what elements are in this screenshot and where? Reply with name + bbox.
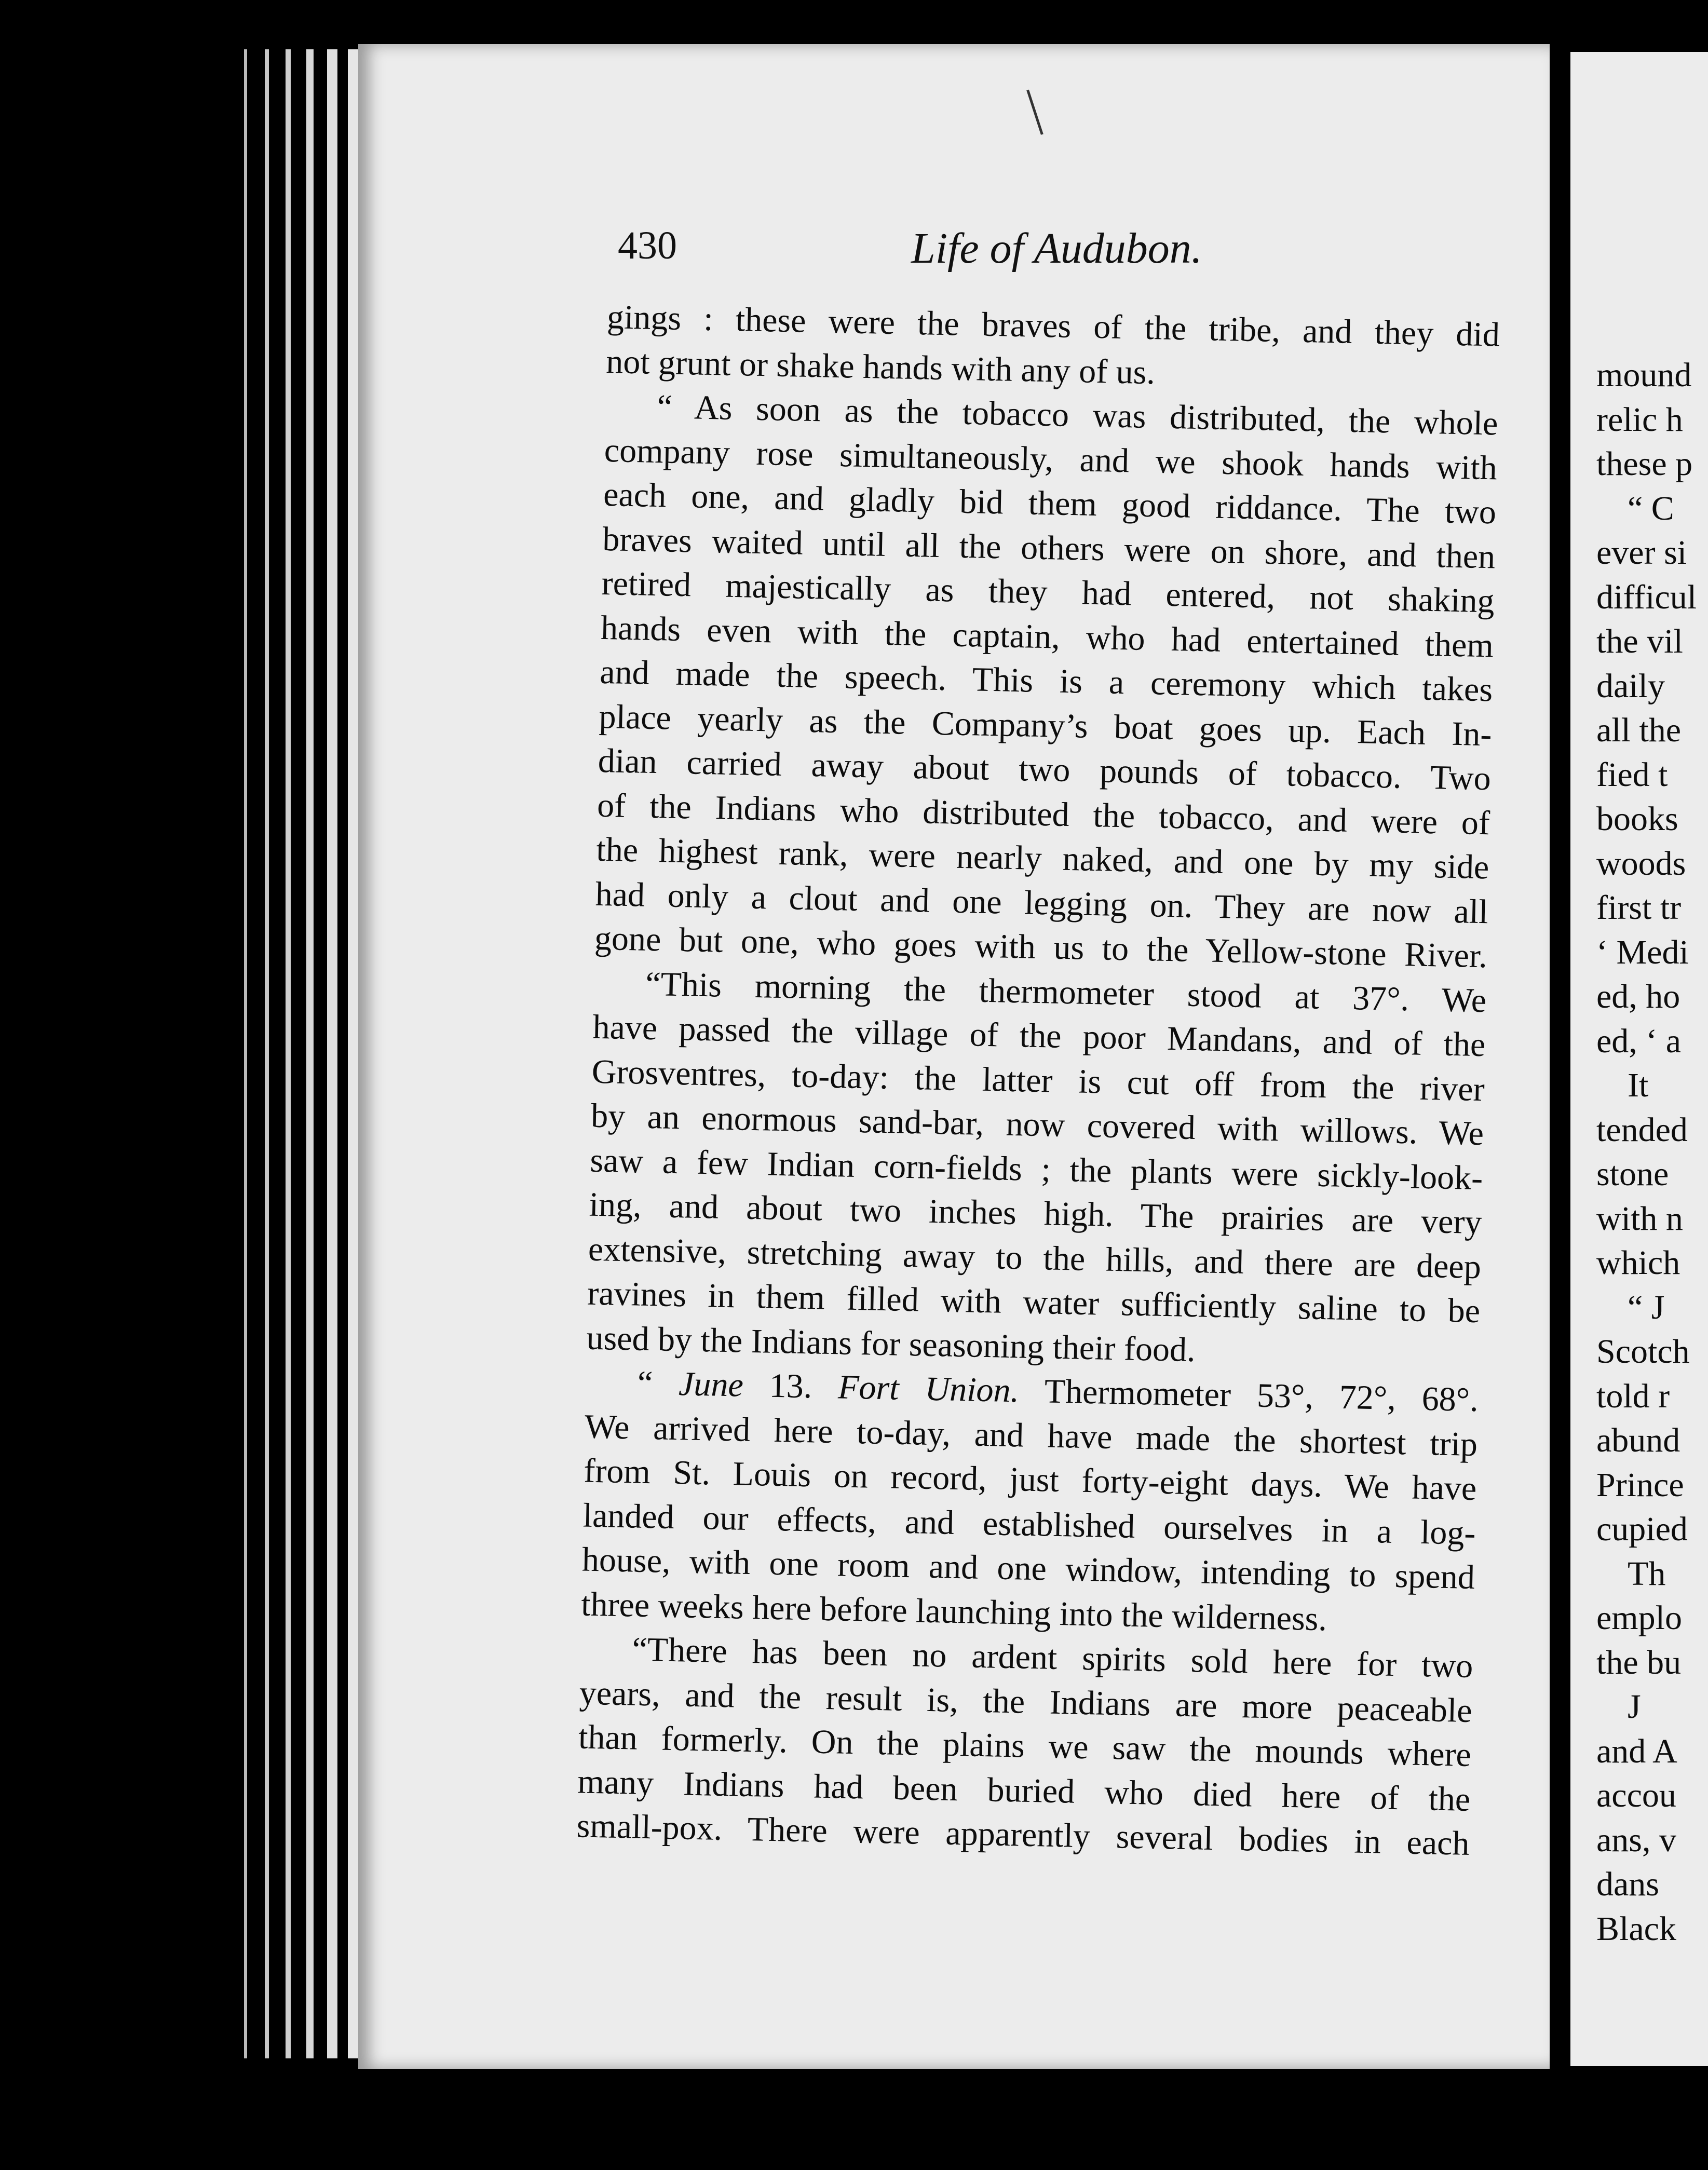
text-line: small-pox. There were apparently several bodies in each xyxy=(576,1807,1470,1863)
text-line: company rose simultaneously, and we shook hands with xyxy=(604,431,1498,487)
right-text-line: Scotch xyxy=(1596,1333,1690,1371)
dateline-date: June xyxy=(678,1365,744,1404)
text-line: dian carried away about two pounds of tobacco. Two xyxy=(598,741,1492,798)
right-text-line: ans, v xyxy=(1596,1821,1676,1859)
text-line: have passed the village of the poor Mandans, and of the xyxy=(592,1008,1486,1064)
text-line: years, and the result is, the Indians are more peaceable xyxy=(579,1673,1473,1730)
right-text-line: “ C xyxy=(1628,489,1674,527)
text-line: “ As soon as the tobacco was distributed, the whole xyxy=(656,387,1499,443)
right-text-line: difficul xyxy=(1596,578,1697,616)
right-text-line: with n xyxy=(1596,1199,1683,1238)
text-line: of the Indians who distributed the tobacco, and were of xyxy=(597,786,1490,842)
text-line: gone but one, who goes with us to the Yellow-stone River. xyxy=(594,919,1488,975)
right-text-line: woods xyxy=(1596,844,1686,883)
right-text-line: abund xyxy=(1596,1421,1680,1459)
dateline-open-quote: “ xyxy=(637,1364,679,1403)
right-text-line: relic h xyxy=(1596,400,1683,439)
right-text-line: stone xyxy=(1596,1155,1669,1193)
text-line: We arrived here to-day, and have made the shortest trip xyxy=(584,1407,1478,1463)
ink-mark xyxy=(1026,83,1063,135)
page-edge-stack xyxy=(223,49,379,2058)
text-line: from St. Louis on record, just forty-eight days. We have xyxy=(583,1452,1477,1508)
right-text-line: and A xyxy=(1596,1732,1677,1770)
text-line: place yearly as the Company’s boat goes up. Each In- xyxy=(598,697,1493,753)
text-line: “There has been no ardent spirits sold here for two xyxy=(631,1630,1474,1685)
right-text-line: J xyxy=(1628,1688,1641,1726)
text-line: than formerly. On the plains we saw the mounds where xyxy=(578,1718,1472,1774)
text-line: retired majestically as they had entered, not shaking xyxy=(601,564,1495,620)
text-line: ing, and about two inches high. The prairies are very xyxy=(589,1185,1483,1242)
page-header xyxy=(618,223,1220,275)
right-text-line: ‘ Medi xyxy=(1596,933,1689,971)
right-text-line: “ J xyxy=(1628,1288,1665,1326)
right-text-line: first tr xyxy=(1596,889,1682,927)
right-text-line: told r xyxy=(1596,1377,1670,1415)
right-text-line: ever si xyxy=(1596,534,1687,572)
right-page-text xyxy=(1570,353,1708,1951)
text-line: hands even with the captain, who had entertained them xyxy=(600,608,1494,664)
right-text-line: It xyxy=(1628,1066,1649,1104)
right-text-line: Prince xyxy=(1596,1466,1684,1504)
right-text-line: ed, ho xyxy=(1596,978,1680,1015)
right-text-line: Th xyxy=(1628,1554,1666,1593)
right-text-line: fied t xyxy=(1596,755,1668,794)
right-text-line: all the xyxy=(1596,711,1682,749)
text-line: gings : these were the braves of the tribe, and they did xyxy=(606,297,1500,354)
text-line: extensive, stretching away to the hills, and there are deep xyxy=(588,1230,1482,1286)
text-line: saw a few Indian corn-fields ; the plants were sickly-look- xyxy=(589,1141,1483,1197)
text-line: ravines in them filled with water sufficiently saline to be xyxy=(587,1274,1481,1331)
text-line: “This morning the thermometer stood at 37°. We xyxy=(645,965,1487,1020)
text-line: used by the Indians for seasoning their food. xyxy=(586,1319,1196,1369)
right-text-line: the bu xyxy=(1596,1643,1682,1681)
text-line: by an enormous sand-bar, now covered with willows. We xyxy=(590,1096,1484,1153)
right-text-line: cupied xyxy=(1596,1510,1688,1548)
right-text-line: which xyxy=(1596,1244,1680,1282)
text-line: braves waited until all the others were on shore, and then xyxy=(602,520,1496,576)
right-book-page-fragment xyxy=(1570,52,1708,2066)
right-text-line: Black xyxy=(1596,1909,1676,1948)
text-line: the highest rank, were nearly naked, and one by my side xyxy=(595,830,1489,887)
running-title: Life of Audubon. xyxy=(911,224,1202,273)
text-line: Grosventres, to-day: the latter is cut off from the river xyxy=(591,1052,1485,1108)
body-text xyxy=(576,295,1500,1866)
right-text-line: ed, ‘ a xyxy=(1596,1022,1682,1060)
text-line: three weeks here before launching into the wilderness. xyxy=(580,1584,1327,1638)
text-line: and made the speech. This is a ceremony which takes xyxy=(599,653,1493,709)
text-line: house, with one room and one window, intending to spend xyxy=(581,1540,1475,1597)
right-text-line: emplo xyxy=(1596,1599,1682,1637)
text-line: had only a clout and one legging on. They are now all xyxy=(595,875,1489,931)
page-number: 430 xyxy=(618,224,677,267)
right-text-line: the vil xyxy=(1596,622,1683,660)
dateline-place: Fort Union. xyxy=(837,1368,1020,1410)
text-line: not grunt or shake hands with any of us. xyxy=(605,342,1156,391)
text-line: each one, and gladly bid them good riddance. The two xyxy=(603,475,1497,532)
right-text-line: mound xyxy=(1596,356,1692,394)
right-text-line: books xyxy=(1596,800,1678,838)
right-text-line: dans xyxy=(1596,1865,1659,1903)
right-text-line: daily xyxy=(1596,667,1665,705)
right-text-line: tended xyxy=(1596,1110,1688,1149)
right-text-line: these p xyxy=(1596,445,1693,483)
dateline-day: 13. xyxy=(743,1366,839,1406)
text-line: landed our effects, and established ourselves in a log- xyxy=(582,1496,1476,1552)
text-line: many Indians had been buried who died here of the xyxy=(577,1762,1471,1819)
right-text-line: accou xyxy=(1596,1776,1676,1814)
dateline-rest: Thermometer 53°, 72°, 68°. xyxy=(1019,1372,1479,1419)
